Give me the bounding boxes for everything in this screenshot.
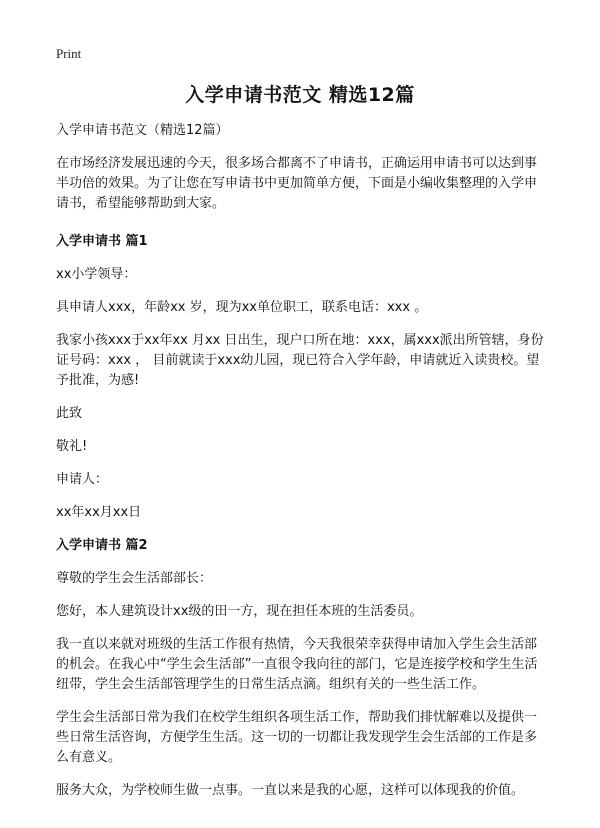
section-heading-1: 入学申请书 篇1 — [56, 234, 148, 249]
paragraph: 申请人： — [56, 472, 109, 487]
paragraph: 学生会生活部日常为我们在校学生组织各项生活工作，帮助我们排忧解难以及提供一些日常生活咨询，方便学生生活。这一切的一切都让我发现学生会生活部的工作是多么有意义。 — [56, 710, 538, 765]
intro-paragraph: 在市场经济发展迅速的今天，很多场合都离不了申请书，正确运用申请书可以达到事半功倍的效果。为了让您在写申请书中更加简单方便，下面是小编收集整理的入学申请书，希望能够帮助到大家。 — [56, 156, 538, 211]
paragraph: 我家小孩xxx于xx年xx 月xx 日出生，现户口所在地：xxx，属xxx派出所管辖，身份证号码：xxx ， 目前就读于xxx幼儿园，现已符合入学年龄，申请就近入读贵校。望予批准，为感! — [56, 333, 544, 388]
document-title: 入学申请书范文 精选12篇 — [185, 84, 415, 106]
document-subtitle: 入学申请书范文（精选12篇） — [56, 123, 229, 138]
paragraph: xx年xx月xx日 — [56, 505, 142, 520]
document-body — [56, 121, 548, 814]
paragraph: 我一直以来就对班级的生活工作很有热情，今天我很荣幸获得申请加入学生会生活部的机会。在我心中“学生会生活部”一直很令我向往的部门，它是连接学校和学生生活纽带，学生会生活部管理学生的日常生活点滴。组织有关的一些生活工作。 — [56, 637, 538, 692]
paragraph: 此致 — [56, 406, 83, 421]
print-link[interactable]: Print — [56, 46, 82, 61]
paragraph: 尊敬的学生会生活部部长： — [56, 571, 213, 586]
paragraph: 具申请人xxx，年龄xx 岁，现为xx单位职工，联系电话：xxx 。 — [56, 300, 428, 315]
paragraph: xx小学领导： — [56, 267, 137, 282]
section-heading-2: 入学申请书 篇2 — [56, 538, 148, 553]
paragraph: 服务大众，为学校师生做一点事。一直以来是我的心愿，这样可以体现我的价值。 — [56, 783, 525, 798]
paragraph: 敬礼! — [56, 439, 88, 454]
paragraph: 您好，本人建筑设计xx级的田一方，现在担任本班的生活委员。 — [56, 604, 423, 619]
